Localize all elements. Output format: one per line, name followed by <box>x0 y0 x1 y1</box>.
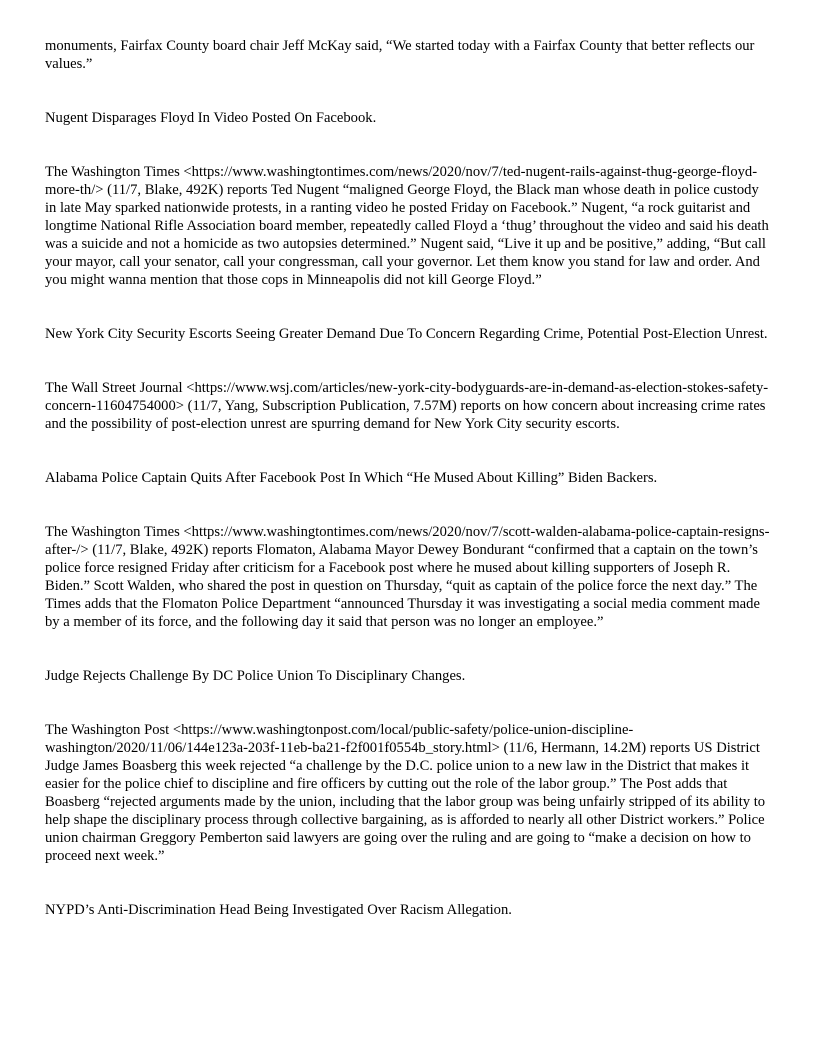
headline-nugent: Nugent Disparages Floyd In Video Posted On Facebook. <box>45 110 377 126</box>
headline-nypd-anti-discrimination: NYPD’s Anti-Discrimination Head Being Investigated Over Racism Allegation. <box>45 902 512 918</box>
paragraph-gap <box>45 343 773 379</box>
document-page <box>45 37 773 919</box>
paragraph-gap <box>45 289 773 325</box>
paragraph-gap <box>45 685 773 721</box>
paragraph-dc-police-union-story: The Washington Post <https://www.washingtonpost.com/local/public-safety/police-union-discipline-washington/2020/11/06/144e123a-203f-11eb-ba21-f2f001f0554b_story.html> (11/6, Hermann, 14.2M) reports US District Judge James Boasberg this week rejected “a challenge by the D.C. police union to a new law in the District that makes it easier for the police chief to discipline and fire officers by cutting out the role of the labor group.” The Post adds that Boasberg “rejected arguments made by the union, including that the labor group was being unfairly stripped of its ability to help shape the disciplinary process through collective bargaining, as is afforded to nearly all other District workers.” Police union chairman Greggory Pemberton said lawyers are going over the ruling and are going to “make a decision on how to proceed next week.” <box>45 722 766 864</box>
paragraph-nugent-story: The Washington Times <https://www.washingtontimes.com/news/2020/nov/7/ted-nugent-rails-against-thug-george-floyd-more-th/> (11/7, Blake, 492K) reports Ted Nugent “maligned George Floyd, the Black man whose death in police custody in late May sparked nationwide protests, in a ranting video he posted Friday on Facebook.” Nugent, “a rock guitarist and longtime National Rifle Association board member, repeatedly called Floyd a ‘thug’ throughout the video and said his death was a suicide and not a homicide as two autopsies determined.” Nugent said, “Live it up and be positive,” adding, “But call your mayor, call your senator, call your congressman, call your governor. Let them know you stand for law and order. And you might wanna mention that those cops in Minneapolis did not kill George Floyd.” <box>45 164 769 288</box>
paragraph-gap <box>45 487 773 523</box>
paragraph-alabama-captain-story: The Washington Times <https://www.washingtontimes.com/news/2020/nov/7/scott-walden-alabama-police-captain-resigns-after-/> (11/7, Blake, 492K) reports Flomaton, Alabama Mayor Dewey Bondurant “confirmed that a captain on the town’s police force resigned Friday after criticism for a Facebook post where he mused about killing supporters of Joseph R. Biden.” Scott Walden, who shared the post in question on Thursday, “quit as captain of the police force the next day.” The Times adds that the Flomaton Police Department “announced Thursday it was investigating a social media comment made by a member of its force, and the following day it said that person was no longer an employee.” <box>45 524 770 630</box>
paragraph-gap <box>45 865 773 901</box>
paragraph-gap <box>45 73 773 109</box>
paragraph-gap <box>45 631 773 667</box>
paragraph-gap <box>45 127 773 163</box>
paragraph-nyc-security-story: The Wall Street Journal <https://www.wsj.com/articles/new-york-city-bodyguards-are-in-demand-as-election-stokes-safety-concern-11604754000> (11/7, Yang, Subscription Publication, 7.57M) reports on how concern about increasing crime rates and the possibility of post-election unrest are spurring demand for New York City security escorts. <box>45 380 769 432</box>
headline-nyc-security: New York City Security Escorts Seeing Greater Demand Due To Concern Regarding Crime, Potential Post-Election Unrest. <box>45 326 768 342</box>
headline-alabama-captain: Alabama Police Captain Quits After Facebook Post In Which “He Mused About Killing” Biden Backers. <box>45 470 658 486</box>
headline-dc-police-union: Judge Rejects Challenge By DC Police Union To Disciplinary Changes. <box>45 668 466 684</box>
paragraph-gap <box>45 433 773 469</box>
paragraph-fairfax-ending: monuments, Fairfax County board chair Jeff McKay said, “We started today with a Fairfax County that better reflects our values.” <box>45 38 755 72</box>
